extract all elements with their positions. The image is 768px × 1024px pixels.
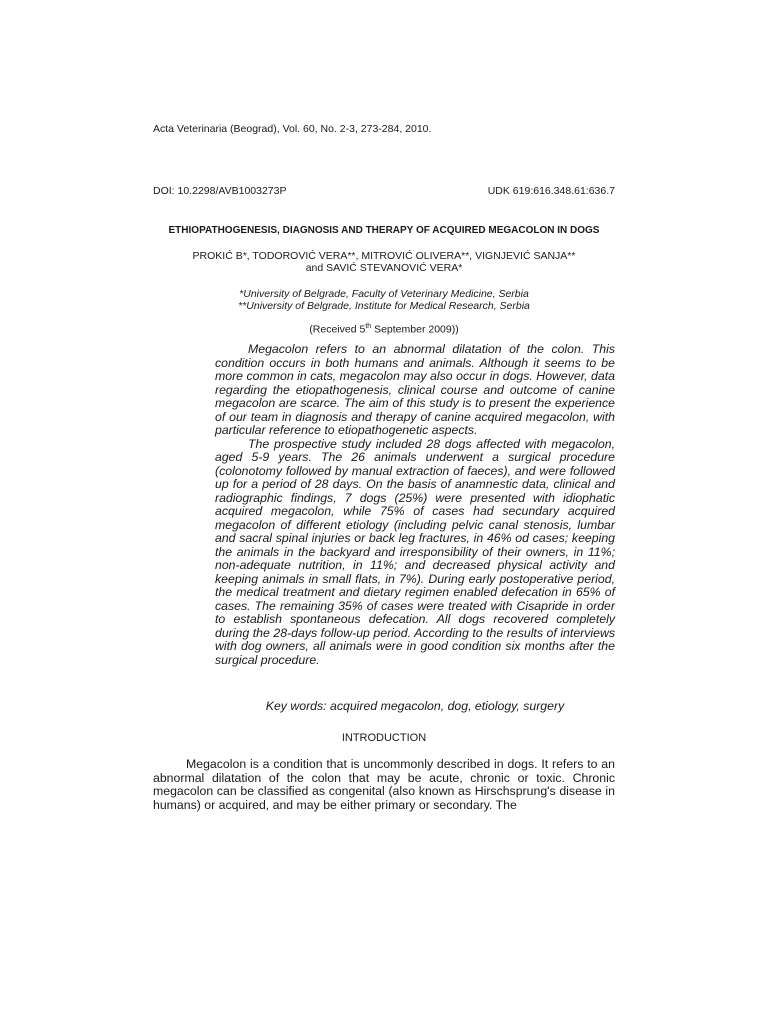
abstract-paragraph-1: Megacolon refers to an abnormal dilatation of the colon. This condition occurs in both humans and animals. Although it seems to be more common in cats, megacolon may also occur in dogs. However, data regarding the etiopathogenesis, clinical course and outcome of canine megacolon are scarce. The aim of this study is to present the experience of our team in diagnosis and therapy of canine acquired megacolon, with particular reference to etiopathogenetic aspects. [215,342,615,437]
authors [153,250,615,274]
authors-line-2: and SAVIĆ STEVANOVIĆ VERA* [305,262,463,274]
doi: DOI: 10.2298/AVB1003273P [153,185,287,197]
keywords: Key words: acquired megacolon, dog, etiology, surgery [265,699,565,713]
received-sup: th [365,323,372,330]
section-heading-introduction: INTRODUCTION [341,732,427,744]
identifier-row [153,185,615,197]
affiliation-2: **University of Belgrade, Institute for Medical Research, Serbia [238,300,530,312]
udk: UDK 619:616.348.61:636.7 [487,185,615,197]
authors-line-1: PROKIĆ B*, TODOROVIĆ VERA**, MITROVIĆ OLIVERA**, VIGNJEVIĆ SANJA** [192,250,576,262]
affiliations [153,288,615,312]
received-prefix: (Received 5 [309,323,366,336]
received-date [153,323,615,336]
received-suffix: September 2009)) [371,323,459,336]
journal-citation: Acta Veterinaria (Beograd), Vol. 60, No. 2-3, 273-284, 2010. [153,123,432,135]
abstract-paragraph-2: The prospective study included 28 dogs affected with megacolon, aged 5-9 years. The 26 animals underwent a surgical procedure (colonotomy followed by manual extraction of faeces), and were followed up for a period of 28 days. On the basis of anamnestic data, clinical and radiographic findings, 7 dogs (25%) were presented with idiophatic acquired megacolon, while 75% of cases had secundary acquired megacolon of different etiology (including pelvic canal stenosis, lumbar and sacral spinal injuries or back leg fractures, in 46% od cases; keeping the animals in the backyard and irresponsibility of their owners, in 11%; non-adequate nutrition, in 11%; and decreased physical activity and keeping animals in small flats, in 7%). During early postoperative period, the medical treatment and dietary regimen enabled defecation in 65% of cases. The remaining 35% of cases were treated with Cisapride in order to establish spontaneous defecation. All dogs recovered completely during the 28-days follow-up period. According to the results of interviews with dog owners, all animals were in good condition six months after the surgical procedure. [215,436,615,667]
abstract [215,343,615,667]
article-title: ETHIOPATHOGENESIS, DIAGNOSIS AND THERAPY OF ACQUIRED MEGACOLON IN DOGS [168,225,600,236]
affiliation-1: *University of Belgrade, Faculty of Veterinary Medicine, Serbia [239,288,529,300]
introduction-paragraph-1: Megacolon is a condition that is uncommonly described in dogs. It refers to an abnormal dilatation of the colon that may be acute, chronic or toxic. Chronic megacolon can be classified as congenital (also known as Hirschsprung's disease in humans) or acquired, and may be either primary or secondary. The [153,757,615,812]
